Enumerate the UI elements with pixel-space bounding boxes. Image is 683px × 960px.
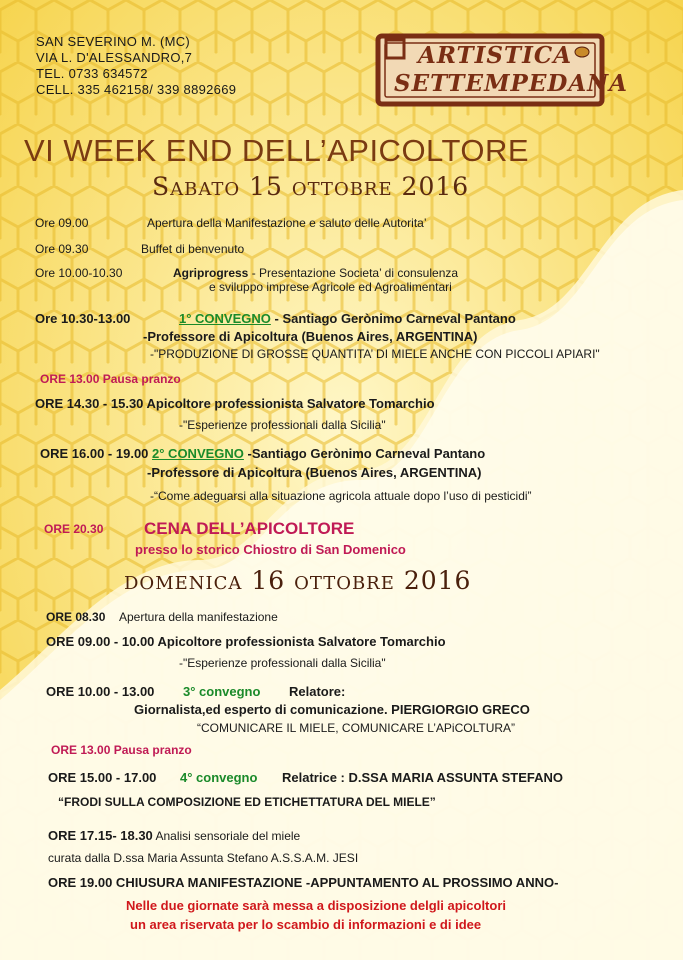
sat-e3-line (173, 266, 458, 280)
sat-e4-prof: -Professore di Apicoltura (Buenos Aires, ARGENTINA) (143, 329, 478, 344)
sat-e4-topic: -"PRODUZIONE DI GROSSE QUANTITA’ DI MIELE ANCHE CON PICCOLI APIARI" (150, 347, 600, 361)
sun-e3-rel: Relatore: (289, 684, 346, 699)
sat-e6-topic: -“Come adeguarsi alla situazione agricola attuale dopo l’uso di pesticidi” (150, 489, 532, 503)
sat-e5-line: ORE 14.30 - 15.30 Apicoltore professionista Salvatore Tomarchio (35, 396, 435, 411)
contact-phone: TEL. 0733 634572 (36, 66, 148, 81)
sun-e3-conv: 3° convegno (183, 684, 261, 699)
saturday-heading: Sabato 15 ottobre 2016 (152, 172, 470, 201)
sun-e4-time: ORE 15.00 - 17.00 (48, 770, 157, 785)
logo (372, 30, 629, 110)
sat-e6-time: ORE 16.00 - 19.00 (40, 446, 153, 461)
sun-e5-text: Analisi sensoriale del miele (152, 829, 301, 843)
sat-e6-conv: 2° CONVEGNO (152, 446, 244, 461)
sat-e1-text: Apertura della Manifestazione e saluto delle Autorita’ (147, 216, 427, 230)
contact-address: VIA L. D'ALESSANDRO,7 (36, 50, 193, 65)
sun-e3-topic: “COMUNICARE IL MIELE, COMUNICARE L’APiCOLTURA” (197, 721, 516, 735)
page-title: VI WEEK END DELL’APICOLTORE (24, 133, 530, 168)
sun-e4-conv: 4° convegno (180, 770, 258, 785)
sun-e4-topic: “FRODI SULLA COMPOSIZIONE ED ETICHETTATURA DEL MIELE” (58, 795, 436, 809)
sun-e2-topic: -"Esperienze professionali dalla Sicilia" (179, 656, 386, 670)
sun-e2-line: ORE 09.00 - 10.00 Apicoltore professionista Salvatore Tomarchio (46, 634, 446, 649)
sat-e6-speaker: -Santiago Gerònimo Carneval Pantano (243, 446, 486, 461)
sat-e4-conv: 1° CONVEGNO (179, 311, 271, 326)
sat-e1-time: Ore 09.00 (35, 216, 89, 230)
logo-line1: ARTISTICA (418, 42, 573, 69)
sun-e1-time-label: ORE 08.30 (46, 610, 106, 624)
sat-e3-name: Agriprogress (173, 266, 249, 280)
sat-e2-text: Buffet di benvenuto (141, 242, 245, 256)
sat-e3-time: Ore 10.00-10.30 (35, 266, 123, 280)
sat-e3-text: - Presentazione Societa’ di consulenza (248, 266, 459, 280)
dinner-time: ORE 20.30 (44, 522, 104, 536)
sat-e4-line (179, 311, 516, 326)
sun-e3-time: ORE 10.00 - 13.00 (46, 684, 155, 699)
bee-icon (575, 47, 589, 57)
sun-e5-time: ORE 17.15- 18.30 (48, 828, 153, 843)
sun-e1-time (46, 610, 105, 624)
sun-e5-text2: curata dalla D.ssa Maria Assunta Stefano A.S.S.A.M. JESI (48, 851, 359, 865)
sat-e6-prof: -Professore di Apicoltura (Buenos Aires, ARGENTINA) (147, 465, 482, 480)
sat-lunch: ORE 13.00 Pausa pranzo (40, 372, 181, 386)
footer-line1: Nelle due giornate sarà messa a disposizione delgli apicoltori (126, 898, 507, 913)
sat-e5-topic: -"Esperienze professionali dalla Sicilia" (179, 418, 386, 432)
contact-block (36, 34, 236, 98)
logo-line2: SETTEMPEDANA (394, 70, 629, 97)
sunday-heading: domenica 16 ottobre 2016 (124, 566, 472, 595)
contact-city: SAN SEVERINO M. (MC) (36, 34, 191, 49)
sun-e6-line: ORE 19.00 CHIUSURA MANIFESTAZIONE -APPUNTAMENTO AL PROSSIMO ANNO- (48, 875, 559, 890)
sat-e6-line (40, 446, 485, 461)
contact-cell: CELL. 335 462158/ 339 8892669 (36, 82, 237, 97)
sun-e3-desc: Giornalista,ed esperto di comunicazione. PIERGIORGIO GRECO (134, 702, 530, 717)
sun-e4-rel: Relatrice : D.SSA MARIA ASSUNTA STEFANO (282, 770, 563, 785)
sun-lunch: ORE 13.00 Pausa pranzo (51, 743, 192, 757)
footer-line2: un area riservata per lo scambio di informazioni e di idee (130, 917, 482, 932)
sat-e2-time: Ore 09.30 (35, 242, 89, 256)
dinner-title: CENA DELL’APICOLTORE (144, 519, 355, 538)
sun-e1-text: Apertura della manifestazione (119, 610, 278, 624)
dinner-place: presso lo storico Chiostro di San Domenico (135, 542, 406, 557)
sat-e4-time: Ore 10.30-13.00 (35, 311, 131, 326)
sat-e3-text2: e sviluppo imprese Agricole ed Agroalimentari (209, 280, 452, 294)
sat-e4-speaker: - Santiago Gerònimo Carneval Pantano (270, 311, 516, 326)
sun-e5-line (48, 828, 300, 843)
